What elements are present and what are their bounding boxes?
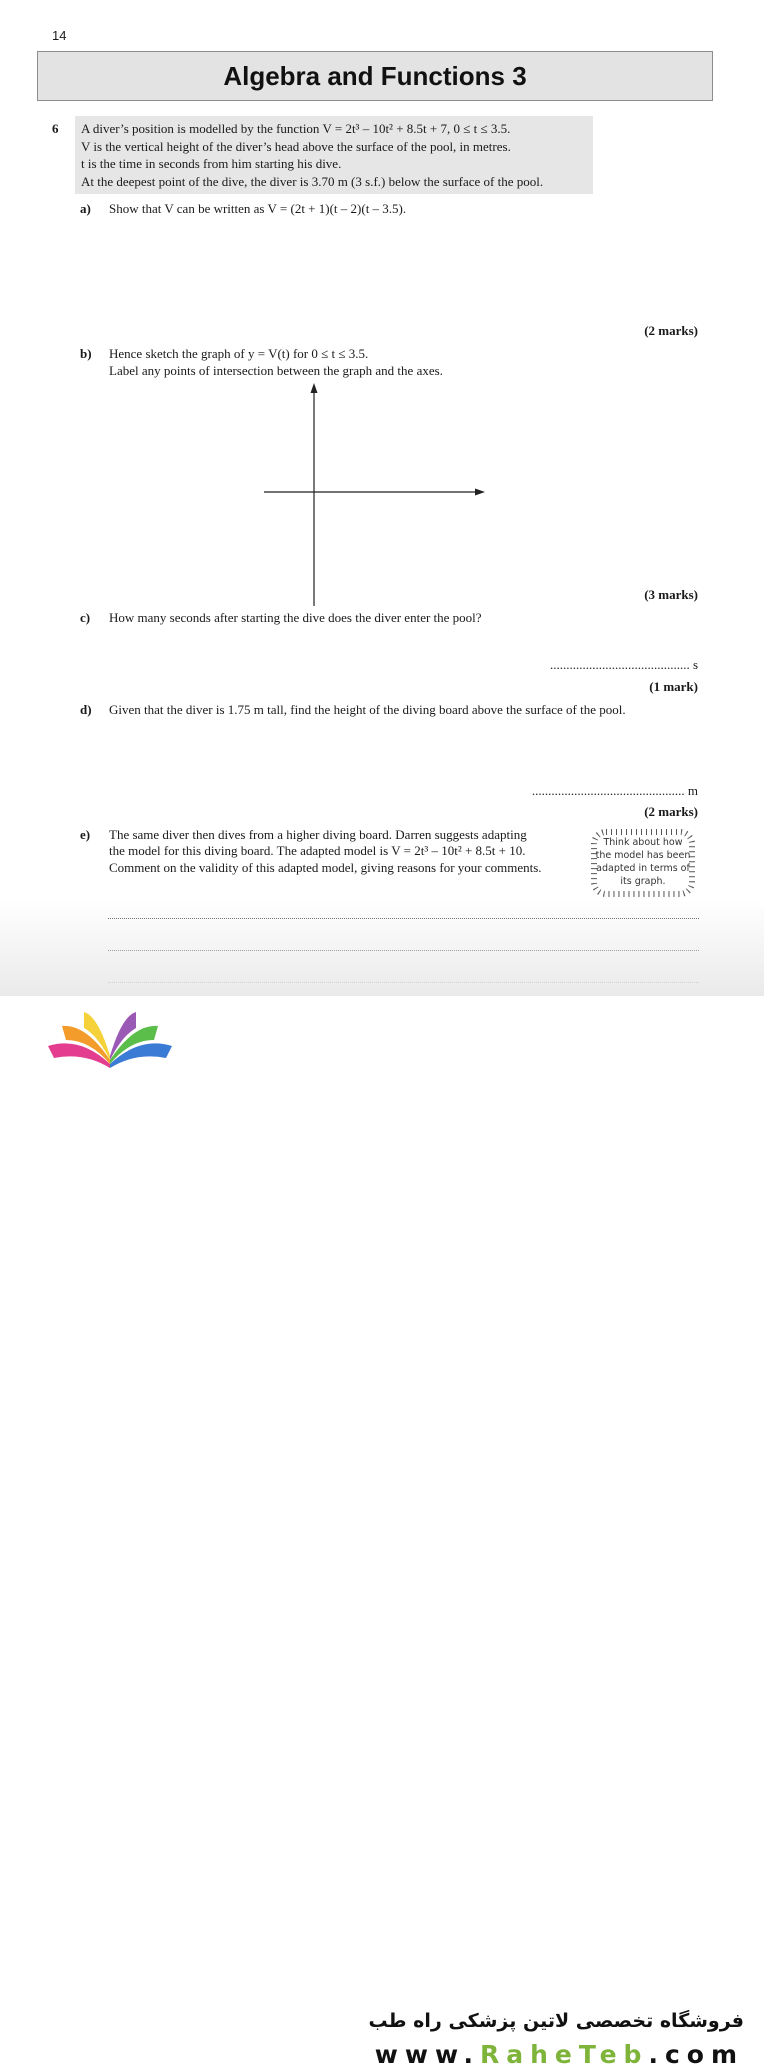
stem-function: V = 2t³ – 10t² + 8.5t + 7, 0 ≤ t ≤ 3.5. [322, 121, 511, 136]
stem-line-4: At the deepest point of the dive, the diver is 3.70 m (3 s.f.) below the surface of the pool. [81, 173, 544, 189]
x-axis-arrow-icon [475, 489, 485, 496]
store-url[interactable]: www.RaheTeb.com [374, 2040, 744, 2069]
part-b-letter: b) [80, 346, 92, 361]
title-bar [37, 51, 713, 101]
stem-line-2: V is the vertical height of the diver’s head above the surface of the pool, in metres. [81, 138, 511, 154]
hint-bubble [588, 826, 698, 900]
y-axis-arrow-icon [311, 383, 318, 393]
part-a-text: Show that V can be written as V = (2t + 1)(t – 2)(t – 3.5). [109, 201, 407, 216]
store-name: فروشگاه تخصصی لاتین پزشکی راه طب [368, 2010, 744, 2032]
hint-text: Think about how the model has been adapted in terms of its graph. [595, 837, 691, 887]
blank-axes [260, 380, 500, 610]
stem-line-3: t is the time in seconds from him starting his dive. [81, 156, 342, 172]
question-number: 6 [52, 121, 59, 136]
question-stem [75, 116, 593, 194]
part-d-marks: (2 marks) [644, 804, 698, 819]
part-e-text-1: The same diver then dives from a higher diving board. Darren suggests adapting [109, 827, 527, 842]
part-e-letter: e) [80, 827, 91, 842]
part-b-text-2: Label any points of intersection between the graph and the axes. [109, 363, 443, 378]
part-b-marks: (3 marks) [644, 587, 698, 602]
part-c-letter: c) [80, 610, 91, 625]
part-d-text: Given that the diver is 1.75 m tall, find the height of the diving board above the surface of the pool. [109, 702, 626, 717]
part-d-letter: d) [80, 702, 92, 717]
part-c-answer-line[interactable]: ........................................... s [549, 657, 698, 672]
part-c-text: How many seconds after starting the dive does the diver enter the pool? [109, 610, 482, 625]
part-e-text-3: Comment on the validity of this adapted model, giving reasons for your comments. [109, 860, 542, 875]
part-a-letter: a) [80, 201, 91, 216]
part-b-text-1: Hence sketch the graph of y = V(t) for 0 ≤ t ≤ 3.5. [109, 346, 369, 361]
part-c-marks: (1 mark) [649, 679, 698, 694]
page-number: 14 [52, 28, 67, 43]
part-d-answer-line[interactable]: ............................................... m [531, 783, 698, 798]
stem-line-1: A diver’s position is modelled by the function V = 2t³ – 10t² + 8.5t + 7, 0 ≤ t ≤ 3.5. [81, 121, 511, 136]
part-a-marks: (2 marks) [644, 323, 698, 338]
footer-banner [0, 996, 764, 2069]
part-e-text-2: the model for this diving board. The adapted model is V = 2t³ – 10t² + 8.5t + 10. [109, 843, 526, 858]
open-book-logo-icon [40, 1006, 180, 1074]
page-fade [0, 900, 764, 1000]
page-title: Algebra and Functions 3 [223, 60, 527, 91]
